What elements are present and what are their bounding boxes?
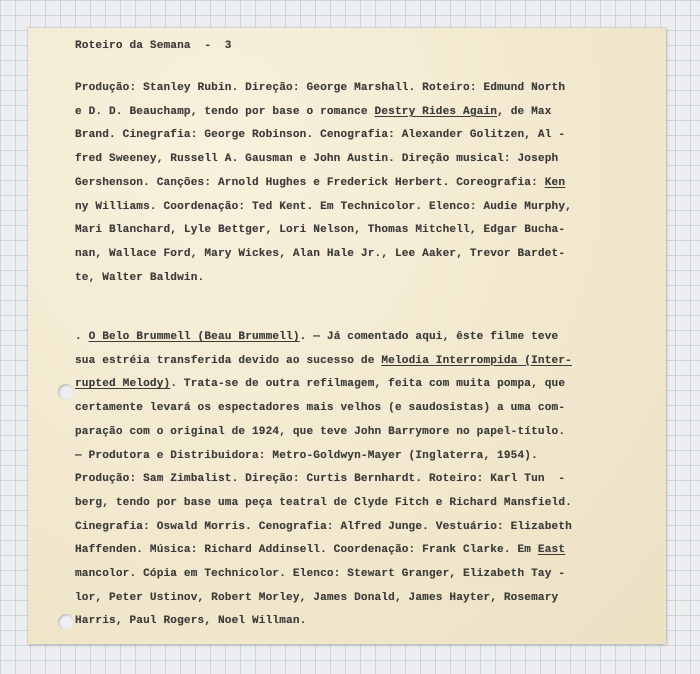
text-line [75,516,635,540]
text-line [75,77,635,101]
text-segment: nan, Wallace Ford, Mary Wickes, Alan Hale Jr., Lee Aaker, Trevor Bardet- [75,247,566,260]
text-line [75,148,635,172]
text-segment: berg, tendo por base uma peça teatral de Clyde Fitch e Richard Mansfield. [75,496,572,509]
text-line [75,101,635,125]
underlined-title: rupted Melody) [75,378,171,391]
text-line [75,124,635,148]
text-segment: sua estréia transferida devido ao sucesso de [75,354,382,367]
text-segment: e D. D. Beauchamp, tendo por base o romance [75,105,375,118]
text-segment: — Produtora e Distribuidora: Metro-Goldwyn-Mayer (Inglaterra, 1954). [75,449,538,462]
underlined-title: Ken [544,176,566,189]
beau-brummell-paragraph [75,326,635,634]
text-segment: Brand. Cinegrafia: George Robinson. Cenografia: Alexander Golitzen, Al - [75,129,566,142]
text-segment: lor, Peter Ustinov, Robert Morley, James Donald, James Hayter, Rosemary [75,591,559,604]
text-line [75,373,635,397]
text-line [75,397,635,421]
text-segment: Harris, Paul Rogers, Noel Willman. [75,615,307,628]
text-segment: paração com o original de 1924, que teve John Barrymore no papel-título. [75,425,566,438]
production-credits-paragraph [75,77,635,290]
underlined-title: O Belo Brummell (Beau Brummell) [88,331,300,343]
text-line [75,172,635,196]
text-line [75,587,635,611]
text-segment: Gershenson. Canções: Arnold Hughes e Frederick Herbert. Coreografia: [75,176,545,189]
text-line [75,196,635,220]
text-line [75,326,635,350]
text-segment: Haffenden. Música: Richard Addinsell. Coordenação: Frank Clarke. Em [75,544,538,557]
punch-hole [58,614,74,630]
punch-hole [58,384,74,400]
text-line [75,445,635,469]
page-header: Roteiro da Semana - 3 [75,40,232,52]
text-segment: , de Max [497,105,552,118]
text-segment: . Trata-se de outra refilmagem, feita com muita pompa, que [170,378,566,391]
text-line [75,267,635,291]
text-segment: Mari Blanchard, Lyle Bettger, Lori Nelson, Thomas Mitchell, Edgar Bucha- [75,224,566,237]
text-segment: Produção: Stanley Rubin. Direção: George Marshall. Roteiro: Edmund North [75,82,566,94]
text-line [75,350,635,374]
text-segment: mancolor. Cópia em Technicolor. Elenco: Stewart Granger, Elizabeth Tay - [75,568,566,581]
text-segment: Cinegrafia: Oswald Morris. Cenografia: Alfred Junge. Vestuário: Elizabeth [75,520,572,533]
text-line [75,219,635,243]
text-line [75,610,635,634]
text-segment: . — Já comentado aqui, êste filme teve [299,331,559,343]
text-segment: certamente levará os espectadores mais velhos (e saudosistas) a uma com- [75,402,566,415]
text-line [75,539,635,563]
text-line [75,468,635,492]
text-line [75,563,635,587]
underlined-title: East [537,544,566,557]
text-segment: . [75,331,89,343]
text-line [75,243,635,267]
text-segment: fred Sweeney, Russell A. Gausman e John Austin. Direção musical: Joseph [75,153,559,166]
text-segment: Produção: Sam Zimbalist. Direção: Curtis Bernhardt. Roteiro: Karl Tun - [75,473,566,486]
text-line [75,421,635,445]
text-line [75,492,635,516]
underlined-title: Destry Rides Again [374,105,498,118]
text-segment: te, Walter Baldwin. [75,271,205,284]
underlined-title: Melodia Interrompida (Inter- [381,354,572,367]
text-segment: ny Williams. Coordenação: Ted Kent. Em Technicolor. Elenco: Audie Murphy, [75,200,572,213]
